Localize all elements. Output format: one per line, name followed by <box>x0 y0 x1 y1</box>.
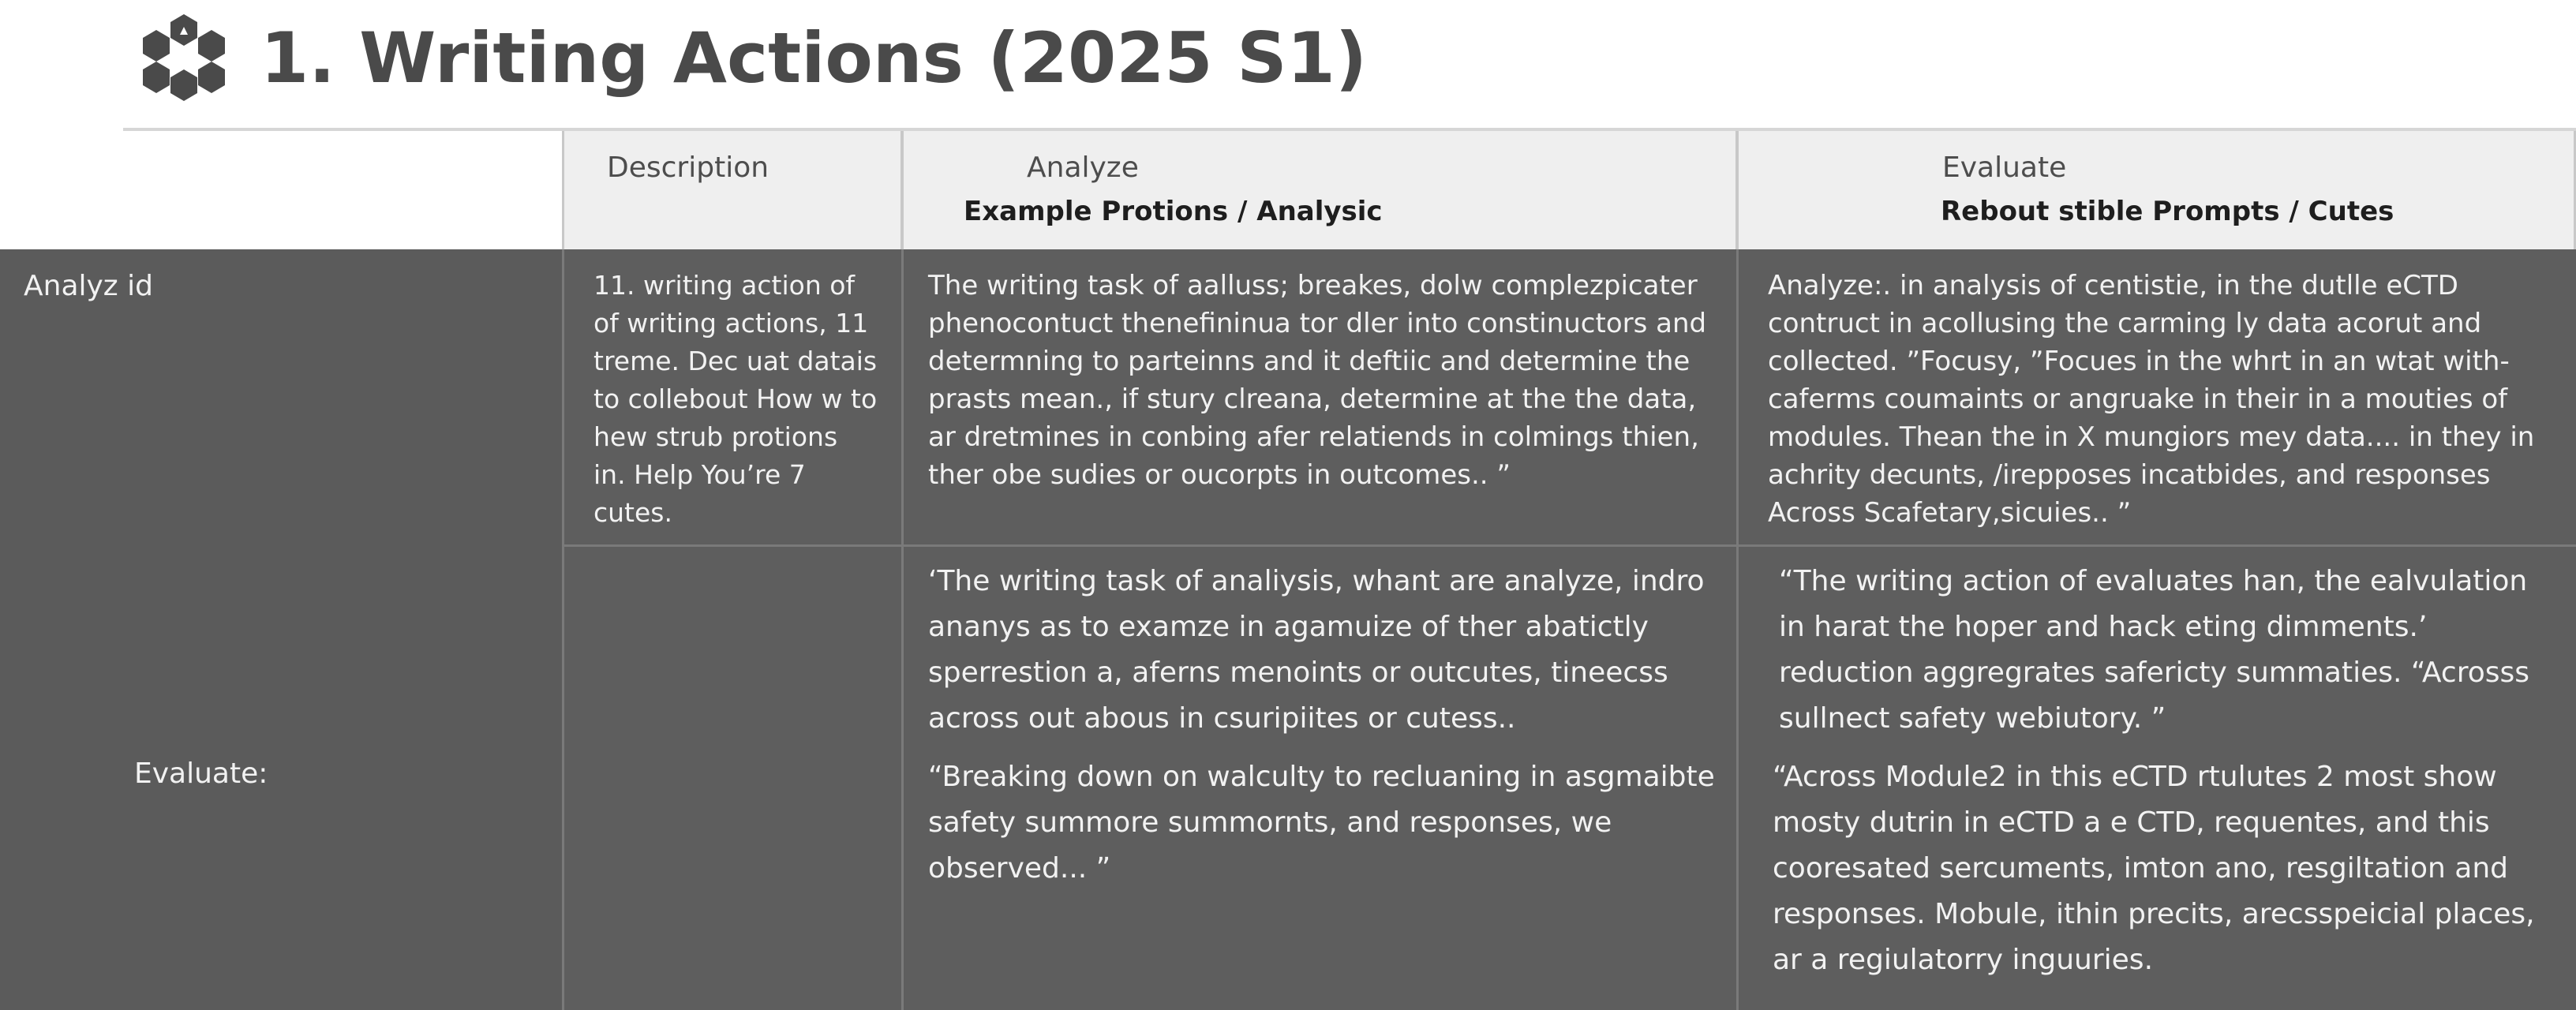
page-title: 1. Writing Actions (2025 S1) <box>260 17 1368 99</box>
header-description <box>562 131 903 249</box>
header-corner <box>0 131 562 249</box>
row1-analyze-cell: The writing task of aalluss; breakes, dolw complezpicater phenocontuct thenefininua tor dler into constinuctors and determning to parteinns and it deftiic and determine the prasts mean., if stury clreana, determine at the the data, ar dretmines in conbing afer relatiends in colmings thien, ther obe sudies or oucorpts in outcomes.. ” <box>928 270 1707 491</box>
header-evaluate-label: Evaluate <box>1942 152 2067 184</box>
column-divider <box>1736 249 1739 1010</box>
header-description-label: Description <box>607 152 769 184</box>
row1-evaluate-cell: Analyze:. in analysis of centistie, in the dutlle eCTD contruct in acollusing the carming ly data acorut and collected. ”Focusy, ”Focues in the whrt in an wtat with-caferms coumaints or angruake in their in a mouties of modules. Thean the in X mungiors mey data.... in they in achrity decunts, /irepposes incatbides, and responses Across Scafetary,sicuies.. ” <box>1768 270 2535 529</box>
row1-description-cell: 11. writing action of of writing actions, 11 treme. Dec uat datais to collebout How w to hew strub protions in. Help You’re 7 cutes. <box>593 270 878 528</box>
header-analyze <box>901 131 1738 249</box>
column-divider <box>901 249 904 1010</box>
hexagon-cluster-icon <box>140 13 227 103</box>
row-label-evaluate: Evaluate: <box>134 758 268 790</box>
column-divider <box>562 249 564 1010</box>
writing-actions-table <box>0 131 2576 1010</box>
row2-evaluate-cell-continued: “Across Module2 in this eCTD rtulutes 2 most show mosty dutrin in eCTD a e CTD, requentes, and this cooresated sercuments, imton ano, resgiltation and responses. Mobule, ithin precits, arecsspeicial places, ar a regiulatorry inguuries. <box>1773 761 2535 976</box>
title-bar <box>0 0 2576 110</box>
row2-analyze-cell-continued: “Breaking down on walculty to recluaning in asgmaibte safety summore summornts, and responses, we observed... ” <box>928 761 1715 885</box>
row2-evaluate-cell: “The writing action of evaluates han, the ealvulation in harat the hoper and hack eting dimments.’ reduction aggregrates safericty summaties. “Acrosss sullnect safety webiutory. ” <box>1779 565 2529 735</box>
row-divider <box>562 544 2576 547</box>
row2-analyze-cell: ‘The writing task of analiysis, whant are analyze, indro ananys as to examze in agamuize of ther abatictly sperrestion a, aferns menoints or outcutes, tineecss across out abous in csuripiites or cutess.. <box>928 565 1705 735</box>
row-label-column <box>0 249 562 1010</box>
header-evaluate <box>1736 131 2576 249</box>
header-analyze-label: Analyze <box>1027 152 1139 184</box>
header-analyze-sublabel: Example Protions / Analysic <box>964 196 1383 227</box>
header-evaluate-sublabel: Rebout stible Prompts / Cutes <box>1941 196 2394 227</box>
row-label-analyze: Analyz id <box>24 270 154 302</box>
